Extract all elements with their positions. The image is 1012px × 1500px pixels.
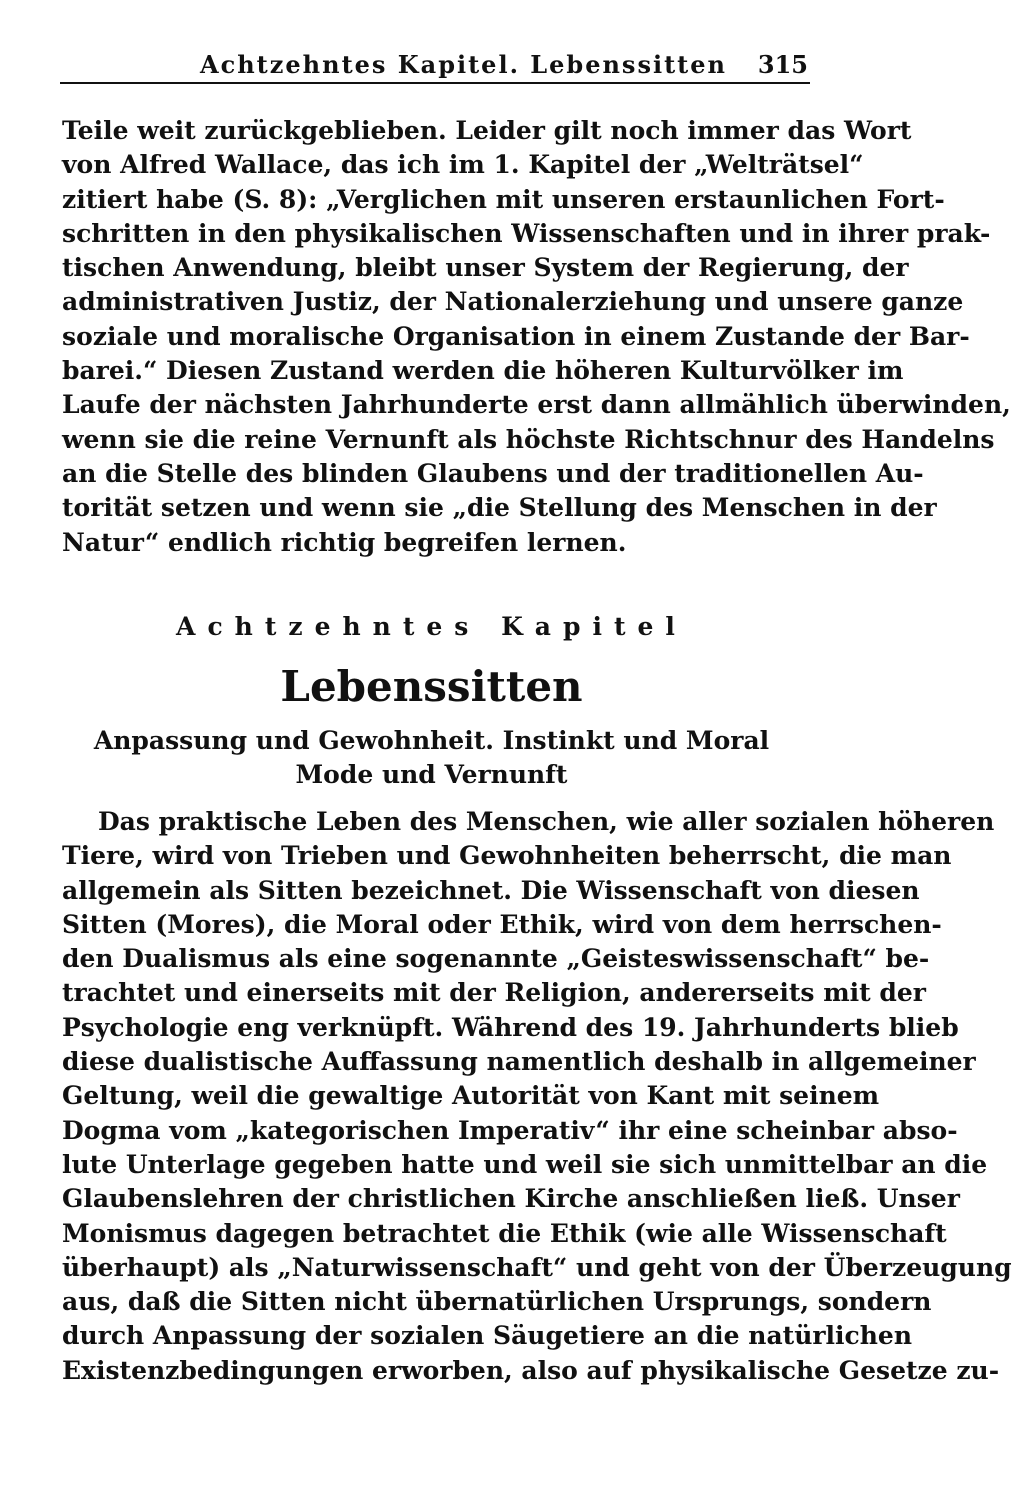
text-line: den Dualismus als eine sogenannte „Geisteswissenschaft“ be- <box>62 944 930 974</box>
text-line: wenn sie die reine Vernunft als höchste Richtschnur des Handelns <box>62 424 995 454</box>
text-line: Sitten (Mores), die Moral oder Ethik, wird von dem herrschen- <box>62 909 942 939</box>
text-line: durch Anpassung der sozialen Säugetiere an die natürlichen <box>62 1321 913 1351</box>
text-line: Tiere, wird von Trieben und Gewohnheiten beherrscht, die man <box>62 841 952 871</box>
paragraph-continued <box>62 114 1011 560</box>
text-line: an die Stelle des blinden Glaubens und der traditionellen Au- <box>62 458 924 488</box>
text-line: diese dualistische Auffassung namentlich deshalb in allgemeiner <box>62 1047 976 1077</box>
text-line: Existenzbedingungen erworben, also auf physikalische Gesetze zu- <box>62 1355 1000 1385</box>
text-line: Das praktische Leben des Menschen, wie aller sozialen höheren <box>98 807 995 836</box>
text-line: überhaupt) als „Naturwissenschaft“ und geht von der Überzeugung <box>62 1252 1012 1282</box>
text-line: Teile weit zurückgeblieben. Leider gilt noch immer das Wort <box>62 116 912 145</box>
chapter-title: Lebenssitten <box>280 662 583 711</box>
text-line: Monismus dagegen betrachtet die Ethik (wie alle Wissenschaft <box>62 1218 947 1248</box>
text-line: Natur“ endlich richtig begreifen lernen. <box>62 527 627 557</box>
text-line: Glaubenslehren der christlichen Kirche anschließen ließ. Unser <box>62 1184 960 1214</box>
text-line: aus, daß die Sitten nicht übernatürlichen Ursprungs, sondern <box>62 1287 932 1317</box>
text-line: administrativen Justiz, der Nationalerziehung und unsere ganze <box>62 287 964 317</box>
text-line: allgemein als Sitten bezeichnet. Die Wissenschaft von diesen <box>62 875 920 905</box>
text-line: Dogma vom „kategorischen Imperativ“ ihr eine scheinbar abso- <box>62 1115 958 1145</box>
chapter-subtitle-line-2: Mode und Vernunft <box>295 760 568 789</box>
text-line: soziale und moralische Organisation in einem Zustande der Bar- <box>62 321 970 351</box>
text-line: zitiert habe (S. 8): „Verglichen mit unseren erstaunlichen Fort- <box>62 184 945 214</box>
running-header-title: Achtzehntes Kapitel. Lebenssitten <box>200 50 727 79</box>
text-line: Geltung, weil die gewaltige Autorität von Kant mit seinem <box>62 1081 880 1111</box>
text-line: schritten in den physikalischen Wissenschaften und in ihrer prak- <box>62 218 991 248</box>
running-header <box>60 40 810 88</box>
text-line: torität setzen und wenn sie „die Stellung des Menschen in der <box>62 493 937 523</box>
text-line: barei.“ Diesen Zustand werden die höheren Kulturvölker im <box>62 356 904 386</box>
chapter-subtitle-line-1: Anpassung und Gewohnheit. Instinkt und Moral <box>93 726 770 755</box>
text-line: Laufe der nächsten Jahrhunderte erst dann allmählich überwinden, <box>62 390 1011 420</box>
text-line: lute Unterlage gegeben hatte und weil sie sich unmittelbar an die <box>62 1149 988 1179</box>
chapter-opening-paragraph <box>62 805 1012 1388</box>
text-line: trachtet und einerseits mit der Religion, andererseits mit der <box>62 978 926 1008</box>
text-line: von Alfred Wallace, das ich im 1. Kapitel der „Welträtsel“ <box>62 150 864 180</box>
text-line: Psychologie eng verknüpft. Während des 19. Jahrhunderts blieb <box>62 1012 959 1042</box>
header-rule <box>60 82 810 84</box>
page-number: 315 <box>757 50 808 79</box>
chapter-label: Achtzehntes Kapitel <box>176 612 687 641</box>
text-line: tischen Anwendung, bleibt unser System der Regierung, der <box>62 253 909 283</box>
